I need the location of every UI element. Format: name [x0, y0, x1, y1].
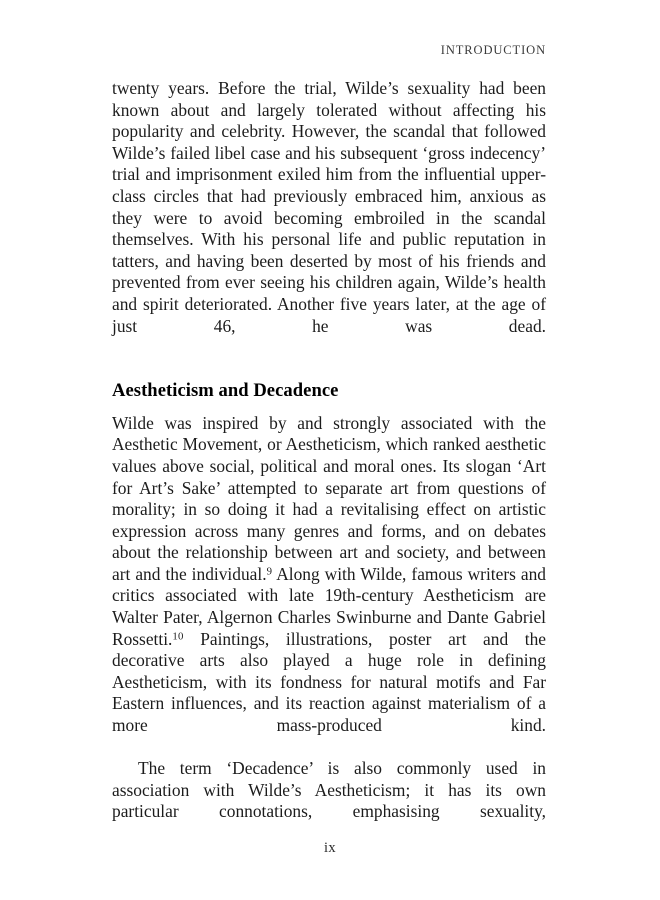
spacer-after-heading: [112, 402, 546, 413]
paragraph-aestheticism: [112, 413, 546, 759]
running-head: INTRODUCTION: [440, 43, 546, 57]
paragraph-aestheticism-text-b: Along with Wilde, famous writers and critics associated with late 19th-century Aestheticism are Walter Pater, Algernon Charles Swinburne and Dante Gabriel Rossetti.: [112, 563, 546, 649]
paragraph-aestheticism-text-c: Paintings, illustrations, poster art and the decorative arts also played a huge role in defining Aestheticism, with its fondness for natural motifs and Far Eastern influences, and its reaction against materialism of a more mass-produced kind.: [112, 628, 546, 736]
paragraph-continuation: twenty years. Before the trial, Wilde’s sexuality had been known about and largely tolerated without affecting his popularity and celebrity. However, the scandal that followed Wilde’s failed libel case and his subsequent ‘gross indecency’ trial and imprisonment exiled him from the influential upper-class circles that had previously embraced him, anxious as they were to avoid becoming embroiled in the scandal themselves. With his personal life and public reputation in tatters, and having been deserted by most of his friends and prevented from ever seeing his children again, Wilde’s health and spirit deteriorated. Another five years later, at the age of just 46, he was dead.: [112, 78, 546, 336]
paragraph-decadence: The term ‘Decadence’ is also commonly used in association with Wilde’s Aestheticism; it has its own particular connotations, emphasising sexuality,: [112, 758, 546, 822]
footnote-reference-10[interactable]: 10: [172, 630, 184, 643]
page-number: ix: [323, 840, 337, 856]
footnote-reference-9[interactable]: 9: [266, 565, 273, 578]
spacer-before-heading: [112, 359, 546, 380]
paragraph-aestheticism-text-a: Wilde was inspired by and strongly associated with the Aesthetic Movement, or Aestheticism, which ranked aesthetic values above social, political and moral ones. Its slogan ‘Art for Art’s Sake’ attempted to separate art from questions of morality; in so doing it had a revitalising effect on artistic expression across many genres and forms, and on debates about the relationship between art and society, and between art and the individual.: [112, 412, 546, 584]
text-column: [112, 78, 546, 845]
section-heading: Aestheticism and Decadence: [112, 379, 339, 401]
